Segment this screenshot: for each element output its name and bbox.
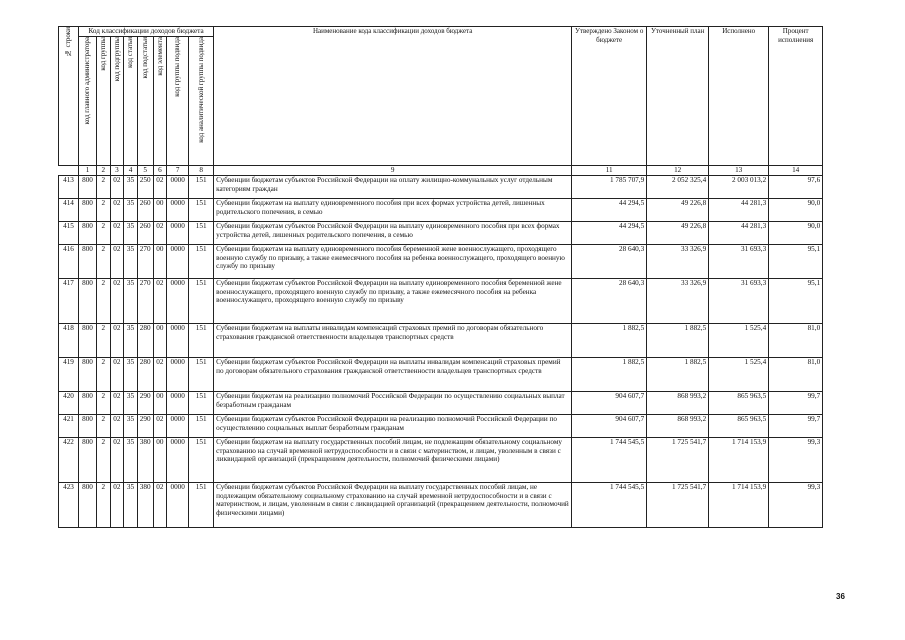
code-element: 00 xyxy=(153,324,167,358)
page-number: 36 xyxy=(836,592,845,601)
code-analytic-group: 151 xyxy=(189,438,214,483)
code-subarticle: 380 xyxy=(137,483,153,528)
table-row xyxy=(59,176,823,199)
code-subarticle: 290 xyxy=(137,392,153,415)
approved-value: 904 607,7 xyxy=(572,392,647,415)
code-article: 35 xyxy=(124,438,138,483)
code-admin: 800 xyxy=(79,415,97,438)
row-name: Субвенции бюджетам субъектов Российской Федерации на реализацию полномочий Российской Федерации по осуществлению социальных выплат безработным гражданам xyxy=(214,415,572,438)
code-subtype-group: 0000 xyxy=(167,176,189,199)
row-number: 416 xyxy=(59,245,79,279)
executed-value: 44 281,3 xyxy=(709,222,769,245)
percent-value: 99,7 xyxy=(769,415,823,438)
code-subgroup: 02 xyxy=(110,176,124,199)
code-element: 02 xyxy=(153,279,167,324)
column-number: 6 xyxy=(153,166,167,176)
code-group: 2 xyxy=(97,358,111,392)
code-element: 02 xyxy=(153,176,167,199)
approved-value: 44 294,5 xyxy=(572,199,647,222)
code-analytic-group: 151 xyxy=(189,199,214,222)
code-group: 2 xyxy=(97,222,111,245)
code-group: 2 xyxy=(97,279,111,324)
code-group: 2 xyxy=(97,245,111,279)
code-analytic-group: 151 xyxy=(189,279,214,324)
column-number: 12 xyxy=(647,166,709,176)
executed-value: 44 281,3 xyxy=(709,199,769,222)
code-admin: 800 xyxy=(79,483,97,528)
revised-value: 868 993,2 xyxy=(647,392,709,415)
header-code-subtype-group: код группы подвида xyxy=(167,37,189,166)
column-number-row xyxy=(59,166,823,176)
header-code-article: код статьи xyxy=(124,37,138,166)
revised-value: 1 725 541,7 xyxy=(647,438,709,483)
code-subgroup: 02 xyxy=(110,358,124,392)
code-subarticle: 290 xyxy=(137,415,153,438)
percent-value: 90,0 xyxy=(769,199,823,222)
column-number: 5 xyxy=(137,166,153,176)
executed-value: 1 714 153,9 xyxy=(709,483,769,528)
percent-value: 81,0 xyxy=(769,324,823,358)
code-analytic-group: 151 xyxy=(189,483,214,528)
approved-value: 904 607,7 xyxy=(572,415,647,438)
column-number: 11 xyxy=(572,166,647,176)
approved-value: 1 785 707,9 xyxy=(572,176,647,199)
table-row xyxy=(59,358,823,392)
code-analytic-group: 151 xyxy=(189,324,214,358)
code-subtype-group: 0000 xyxy=(167,358,189,392)
row-number: 422 xyxy=(59,438,79,483)
row-name: Субвенции бюджетам на выплату единовременного пособия беременной жене военнослужащего, проходящего военную службу по призыву, а также ежемесячного пособия на ребенка военнослужащего, проходящего военную службу по призыву xyxy=(214,245,572,279)
revised-value: 1 725 541,7 xyxy=(647,483,709,528)
table-row xyxy=(59,279,823,324)
percent-value: 99,7 xyxy=(769,392,823,415)
code-article: 35 xyxy=(124,483,138,528)
row-name: Субвенции бюджетам на выплаты инвалидам компенсаций страховых премий по договорам обязательного страхования гражданской ответственности владельцев транспортных средств xyxy=(214,324,572,358)
column-number: 7 xyxy=(167,166,189,176)
header-code-subgroup: код подгруппы xyxy=(110,37,124,166)
code-article: 35 xyxy=(124,279,138,324)
row-name: Субвенции бюджетам субъектов Российской Федерации на выплату единовременного пособия при всех формах устройства детей, лишенных родительского попечения, в семью xyxy=(214,222,572,245)
row-number: 420 xyxy=(59,392,79,415)
code-article: 35 xyxy=(124,415,138,438)
code-article: 35 xyxy=(124,222,138,245)
executed-value: 865 963,5 xyxy=(709,392,769,415)
code-admin: 800 xyxy=(79,438,97,483)
approved-value: 1 744 545,5 xyxy=(572,483,647,528)
row-name: Субвенции бюджетам субъектов Российской Федерации на выплату государственных пособий лицам, не подлежащим обязательному социальному страхованию на случай временной нетрудоспособности и в связи с материнством, и лицам, уволенным в связи с ликвидацией организаций (прекращением деятельности, полномочий физическими лицами) xyxy=(214,483,572,528)
table-row xyxy=(59,483,823,528)
code-subgroup: 02 xyxy=(110,392,124,415)
table-row xyxy=(59,324,823,358)
code-analytic-group: 151 xyxy=(189,222,214,245)
header-code-group: код группы xyxy=(97,37,111,166)
code-subtype-group: 0000 xyxy=(167,415,189,438)
header-code-analytic-group: код аналитической группы подвида xyxy=(189,37,214,166)
header-code-admin: код главного администратора xyxy=(79,37,97,166)
code-admin: 800 xyxy=(79,245,97,279)
code-admin: 800 xyxy=(79,392,97,415)
header-name: Наименование кода классификации доходов бюджета xyxy=(214,27,572,166)
code-element: 00 xyxy=(153,438,167,483)
column-number: 13 xyxy=(709,166,769,176)
executed-value: 1 525,4 xyxy=(709,324,769,358)
row-number: 419 xyxy=(59,358,79,392)
row-number: 418 xyxy=(59,324,79,358)
header-revised: Уточненный план xyxy=(647,27,709,166)
code-admin: 800 xyxy=(79,222,97,245)
column-number: 2 xyxy=(97,166,111,176)
revised-value: 868 993,2 xyxy=(647,415,709,438)
code-subarticle: 260 xyxy=(137,222,153,245)
code-element: 00 xyxy=(153,392,167,415)
table-row xyxy=(59,415,823,438)
code-article: 35 xyxy=(124,358,138,392)
percent-value: 81,0 xyxy=(769,358,823,392)
code-subtype-group: 0000 xyxy=(167,279,189,324)
code-group: 2 xyxy=(97,392,111,415)
code-subtype-group: 0000 xyxy=(167,483,189,528)
code-subgroup: 02 xyxy=(110,438,124,483)
code-group: 2 xyxy=(97,324,111,358)
row-name: Субвенции бюджетам на выплату единовременного пособия при всех формах устройства детей, лишенных родительского попечения, в семью xyxy=(214,199,572,222)
percent-value: 95,1 xyxy=(769,279,823,324)
percent-value: 99,3 xyxy=(769,438,823,483)
code-analytic-group: 151 xyxy=(189,392,214,415)
code-subgroup: 02 xyxy=(110,483,124,528)
column-number: 3 xyxy=(110,166,124,176)
approved-value: 44 294,5 xyxy=(572,222,647,245)
code-admin: 800 xyxy=(79,199,97,222)
header-code-element: код элемента xyxy=(153,37,167,166)
code-subgroup: 02 xyxy=(110,245,124,279)
code-article: 35 xyxy=(124,176,138,199)
column-number: 14 xyxy=(769,166,823,176)
code-admin: 800 xyxy=(79,176,97,199)
code-subgroup: 02 xyxy=(110,279,124,324)
column-number-stub xyxy=(59,166,79,176)
code-subgroup: 02 xyxy=(110,324,124,358)
code-article: 35 xyxy=(124,245,138,279)
percent-value: 90,0 xyxy=(769,222,823,245)
code-subtype-group: 0000 xyxy=(167,199,189,222)
code-analytic-group: 151 xyxy=(189,415,214,438)
code-element: 02 xyxy=(153,222,167,245)
column-number: 8 xyxy=(189,166,214,176)
code-subgroup: 02 xyxy=(110,199,124,222)
executed-value: 865 963,5 xyxy=(709,415,769,438)
code-element: 02 xyxy=(153,415,167,438)
table-row xyxy=(59,392,823,415)
code-admin: 800 xyxy=(79,279,97,324)
table-row xyxy=(59,222,823,245)
executed-value: 31 693,3 xyxy=(709,279,769,324)
code-element: 00 xyxy=(153,199,167,222)
executed-value: 2 003 013,2 xyxy=(709,176,769,199)
executed-value: 1 714 153,9 xyxy=(709,438,769,483)
row-name: Субвенции бюджетам субъектов Российской Федерации на выплату единовременного пособия беременной жене военнослужащего, проходящего военную службу по призыву, а также ежемесячного пособия на ребенка военнослужащего, проходящего военную службу по призыву xyxy=(214,279,572,324)
code-subtype-group: 0000 xyxy=(167,222,189,245)
code-article: 35 xyxy=(124,324,138,358)
row-number: 414 xyxy=(59,199,79,222)
code-group: 2 xyxy=(97,176,111,199)
header-classification-group: Код классификации доходов бюджета xyxy=(79,27,214,37)
approved-value: 28 640,3 xyxy=(572,245,647,279)
code-subarticle: 380 xyxy=(137,438,153,483)
code-subarticle: 260 xyxy=(137,199,153,222)
code-analytic-group: 151 xyxy=(189,176,214,199)
revised-value: 49 226,8 xyxy=(647,199,709,222)
code-admin: 800 xyxy=(79,324,97,358)
row-name: Субвенции бюджетам субъектов Российской Федерации на выплаты инвалидам компенсаций страховых премий по договорам обязательного страхования гражданской ответственности владельцев транспортных средств xyxy=(214,358,572,392)
approved-value: 1 882,5 xyxy=(572,358,647,392)
percent-value: 97,6 xyxy=(769,176,823,199)
code-subarticle: 270 xyxy=(137,279,153,324)
code-subgroup: 02 xyxy=(110,415,124,438)
percent-value: 99,3 xyxy=(769,483,823,528)
revised-value: 49 226,8 xyxy=(647,222,709,245)
row-number: 417 xyxy=(59,279,79,324)
revised-value: 1 882,5 xyxy=(647,358,709,392)
code-subarticle: 280 xyxy=(137,358,153,392)
executed-value: 31 693,3 xyxy=(709,245,769,279)
row-number: 423 xyxy=(59,483,79,528)
code-subtype-group: 0000 xyxy=(167,324,189,358)
code-analytic-group: 151 xyxy=(189,358,214,392)
revised-value: 1 882,5 xyxy=(647,324,709,358)
code-group: 2 xyxy=(97,438,111,483)
row-number: 413 xyxy=(59,176,79,199)
code-subtype-group: 0000 xyxy=(167,392,189,415)
column-number: 1 xyxy=(79,166,97,176)
code-element: 02 xyxy=(153,483,167,528)
row-name: Субвенции бюджетам на реализацию полномочий Российской Федерации по осуществлению социальных выплат безработным гражданам xyxy=(214,392,572,415)
code-subarticle: 280 xyxy=(137,324,153,358)
header-code-subarticle: код подстатьи xyxy=(137,37,153,166)
column-number: 4 xyxy=(124,166,138,176)
row-name: Субвенции бюджетам на выплату государственных пособий лицам, не подлежащим обязательному социальному страхованию на случай временной нетрудоспособности и в связи с материнством, и лицам, уволенным в связи с ликвидацией организаций (прекращением деятельности, полномочий физическими лицами) xyxy=(214,438,572,483)
header-row-no: № строки xyxy=(59,27,79,166)
budget-table xyxy=(58,26,823,528)
code-group: 2 xyxy=(97,199,111,222)
approved-value: 1 882,5 xyxy=(572,324,647,358)
code-group: 2 xyxy=(97,415,111,438)
table-row xyxy=(59,199,823,222)
executed-value: 1 525,4 xyxy=(709,358,769,392)
column-number: 9 xyxy=(214,166,572,176)
header-executed: Исполнено xyxy=(709,27,769,166)
code-admin: 800 xyxy=(79,358,97,392)
code-subgroup: 02 xyxy=(110,222,124,245)
code-subarticle: 270 xyxy=(137,245,153,279)
code-element: 02 xyxy=(153,358,167,392)
percent-value: 95,1 xyxy=(769,245,823,279)
code-article: 35 xyxy=(124,392,138,415)
approved-value: 1 744 545,5 xyxy=(572,438,647,483)
table-row xyxy=(59,438,823,483)
row-number: 421 xyxy=(59,415,79,438)
code-subtype-group: 0000 xyxy=(167,245,189,279)
code-element: 00 xyxy=(153,245,167,279)
header-approved: Утверждено Законом о бюджете xyxy=(572,27,647,166)
code-analytic-group: 151 xyxy=(189,245,214,279)
row-name: Субвенции бюджетам субъектов Российской Федерации на оплату жилищно-коммунальных услуг отдельным категориям граждан xyxy=(214,176,572,199)
table-row xyxy=(59,245,823,279)
header-percent: Процент исполнения xyxy=(769,27,823,166)
revised-value: 33 326,9 xyxy=(647,245,709,279)
row-number: 415 xyxy=(59,222,79,245)
code-subtype-group: 0000 xyxy=(167,438,189,483)
revised-value: 33 326,9 xyxy=(647,279,709,324)
code-article: 35 xyxy=(124,199,138,222)
code-subarticle: 250 xyxy=(137,176,153,199)
revised-value: 2 052 325,4 xyxy=(647,176,709,199)
code-group: 2 xyxy=(97,483,111,528)
approved-value: 28 640,3 xyxy=(572,279,647,324)
